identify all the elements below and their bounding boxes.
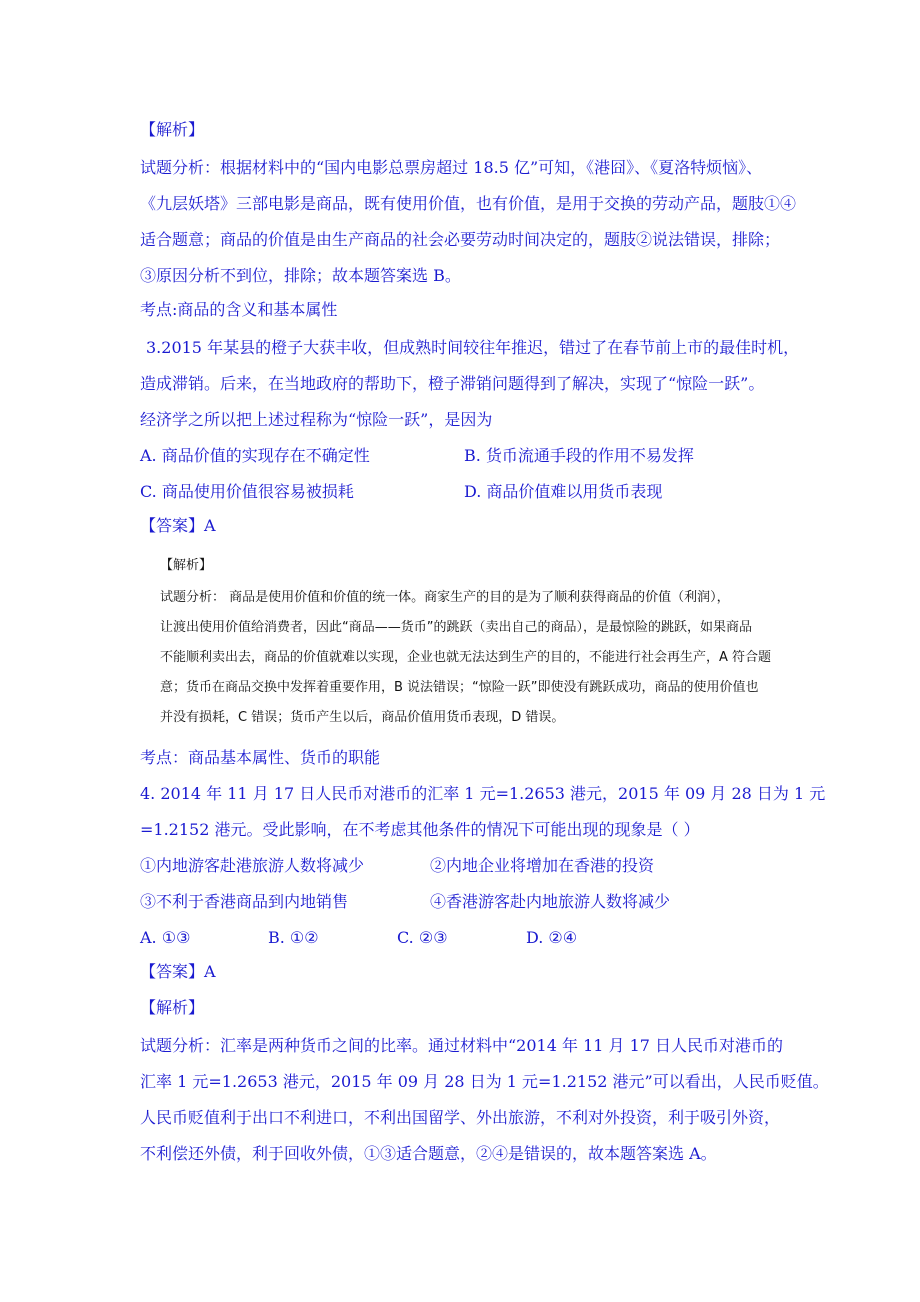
option-d: D. ②④: [526, 928, 578, 947]
analysis-heading: 【解析】: [140, 120, 205, 139]
option-a: A. 商品价值的实现存在不确定性: [140, 446, 370, 465]
question-stem: =1.2152 港元。受此影响，在不考虑其他条件的情况下可能出现的现象是（ ）: [140, 820, 700, 839]
option-d: D. 商品价值难以用货币表现: [464, 482, 663, 501]
scanned-analysis-line: 试题分析： 商品是使用价值和价值的统一体。商家生产的目的是为了顺利获得商品的价值（利润），: [160, 590, 730, 605]
analysis-line: 人民币贬值利于出口不利进口，不利出国留学、外出旅游，不利对外投资，利于吸引外资，: [140, 1108, 781, 1127]
analysis-line: 《九层妖塔》三部电影是商品，既有使用价值，也有价值，是用于交换的劳动产品，题肢①④: [140, 194, 797, 213]
scanned-analysis-line: 让渡出使用价值给消费者，因此“商品——货币”的跳跃（卖出自己的商品），是最惊险的跳跃，如果商品: [160, 620, 752, 635]
option-b: B. 货币流通手段的作用不易发挥: [464, 446, 694, 465]
kaodian-label: 考点:商品的含义和基本属性: [140, 300, 338, 319]
answer-label: 【答案】A: [140, 962, 216, 981]
analysis-line: 汇率 1 元=1.2653 港元，2015 年 09 月 28 日为 1 元=1.2152 港元”可以看出，人民币贬值。: [140, 1072, 829, 1091]
statement-4: ④香港游客赴内地旅游人数将减少: [430, 892, 671, 911]
answer-label: 【答案】A: [140, 516, 216, 535]
question-stem: 经济学之所以把上述过程称为“惊险一跃”，是因为: [140, 410, 493, 429]
kaodian-label: 考点：商品基本属性、货币的职能: [140, 748, 381, 767]
analysis-line: ③原因分析不到位，排除；故本题答案选 B。: [140, 266, 461, 285]
option-a: A. ①③: [140, 928, 191, 947]
scanned-analysis-line: 意；货币在商品交换中发挥着重要作用，B 说法错误；“惊险一跃”即使没有跳跃成功，商品的使用价值也: [160, 680, 759, 695]
question-stem: 4. 2014 年 11 月 17 日人民币对港币的汇率 1 元=1.2653 港元，2015 年 09 月 28 日为 1 元: [140, 784, 826, 803]
option-c: C. 商品使用价值很容易被损耗: [140, 482, 354, 501]
option-b: B. ①②: [268, 928, 319, 947]
analysis-line: 不利偿还外债，利于回收外债，①③适合题意，②④是错误的，故本题答案选 A。: [140, 1144, 717, 1163]
analysis-heading: 【解析】: [140, 998, 205, 1017]
option-c: C. ②③: [397, 928, 448, 947]
scanned-analysis-line: 不能顺利卖出去，商品的价值就难以实现，企业也就无法达到生产的目的，不能进行社会再生产，A 符合题: [160, 650, 772, 665]
question-stem: 3.2015 年某县的橙子大获丰收，但成熟时间较往年推迟，错过了在春节前上市的最佳时机，: [146, 338, 800, 357]
scanned-analysis-heading: 【解析】: [160, 558, 213, 573]
analysis-line: 试题分析：根据材料中的“国内电影总票房超过 18.5 亿”可知，《港囧》、《夏洛特烦恼》、: [140, 158, 763, 177]
scanned-analysis-line: 并没有损耗，C 错误；货币产生以后，商品价值用货币表现，D 错误。: [160, 710, 565, 725]
question-stem: 造成滞销。后来，在当地政府的帮助下，橙子滞销问题得到了解决，实现了“惊险一跃”。: [140, 374, 765, 393]
statement-3: ③不利于香港商品到内地销售: [140, 892, 349, 911]
analysis-line: 试题分析：汇率是两种货币之间的比率。通过材料中“2014 年 11 月 17 日人民币对港币的: [140, 1036, 784, 1055]
analysis-line: 适合题意；商品的价值是由生产商品的社会必要劳动时间决定的，题肢②说法错误，排除；: [140, 230, 781, 249]
statement-2: ②内地企业将增加在香港的投资: [430, 856, 655, 875]
statement-1: ①内地游客赴港旅游人数将减少: [140, 856, 365, 875]
